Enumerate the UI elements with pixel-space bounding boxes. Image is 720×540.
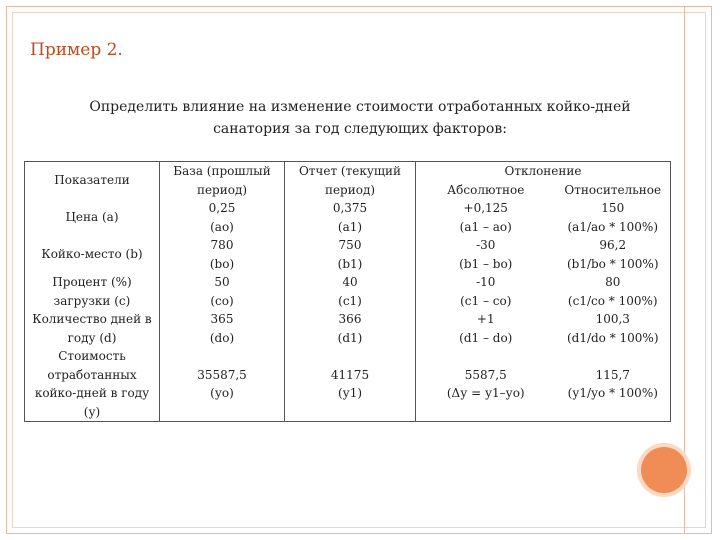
cell-absolute — [416, 236, 556, 273]
cell-formula: (b1/bо * 100%) — [566, 256, 659, 271]
cell-formula: (уо) — [210, 386, 234, 400]
slide-title: Пример 2. — [30, 40, 123, 60]
row-label — [25, 236, 160, 273]
cell-formula: (b1) — [337, 256, 363, 271]
cell-relative — [556, 347, 671, 422]
row-label — [25, 273, 160, 310]
cell-formula: (d1) — [337, 330, 363, 345]
cell-base — [160, 347, 285, 422]
header-base — [160, 162, 285, 200]
cell-formula: (bо) — [209, 256, 235, 271]
cell-absolute — [416, 310, 556, 347]
cell-formula: (ао) — [210, 219, 234, 234]
row-label-line: Количество дней в — [32, 312, 152, 326]
row-label-line: Цена (а) — [65, 210, 119, 225]
cell-value: 0,375 — [332, 201, 368, 215]
cell-formula: (Δу = у1–уо) — [446, 386, 525, 400]
cell-base — [160, 236, 285, 273]
cell-formula: (у1/уо * 100%) — [567, 386, 658, 400]
table-row — [25, 273, 671, 310]
decorative-circle — [641, 447, 687, 493]
cell-absolute — [416, 273, 556, 310]
cell-formula: (d1 – dо) — [459, 330, 513, 345]
cell-value: -10 — [476, 275, 496, 289]
cell-relative — [556, 199, 671, 236]
row-label — [25, 199, 160, 236]
cell-formula: (у1) — [337, 386, 363, 400]
row-label-line: загрузки (с) — [53, 293, 131, 308]
header-absolute: Абсолютное — [416, 181, 556, 200]
cell-value: +1 — [476, 312, 495, 326]
cell-value: 780 — [210, 238, 234, 252]
header-base-line-2: период) — [196, 182, 248, 197]
cell-relative — [556, 236, 671, 273]
task-description — [40, 96, 680, 140]
row-label-line: отработанных — [47, 367, 137, 382]
row-label-line: (у) — [83, 404, 101, 419]
row-label-line: койко-дней в году — [34, 386, 150, 400]
cell-value: 150 — [601, 201, 625, 215]
row-label-line: Процент (%) — [52, 275, 132, 289]
table-row — [25, 199, 671, 236]
cell-formula: (а1 – ао) — [459, 219, 512, 234]
cell-report — [285, 347, 416, 422]
row-label — [25, 310, 160, 347]
cell-value: 750 — [338, 238, 362, 252]
task-description-line-2: санатория за год следующих факторов: — [213, 121, 507, 137]
cell-value: 0,25 — [208, 201, 236, 215]
table-header-row — [25, 162, 671, 181]
header-indicators: Показатели — [25, 162, 160, 200]
cell-formula: (с1 – со) — [460, 293, 512, 308]
cell-report — [285, 273, 416, 310]
cell-formula: (d1/dо * 100%) — [566, 330, 659, 345]
row-label-line: Койко-место (b) — [41, 247, 143, 262]
table-row — [25, 347, 671, 422]
cell-absolute — [416, 347, 556, 422]
cell-report — [285, 236, 416, 273]
cell-formula: (со) — [210, 293, 234, 308]
cell-value: 40 — [342, 275, 358, 289]
cell-base — [160, 199, 285, 236]
cell-value: 50 — [214, 275, 230, 289]
cell-base — [160, 273, 285, 310]
cell-value: 100,3 — [595, 312, 630, 326]
row-label — [25, 347, 160, 422]
cell-report — [285, 310, 416, 347]
cell-formula: (b1 – bо) — [459, 256, 513, 271]
slide-frame-right-band — [684, 6, 714, 534]
row-label-line: Стоимость — [58, 349, 126, 363]
cell-relative — [556, 273, 671, 310]
row-label-line: году (d) — [67, 330, 117, 345]
cell-value: 41175 — [330, 367, 370, 382]
cell-value: 35587,5 — [197, 367, 247, 382]
cell-absolute — [416, 199, 556, 236]
cell-value: 5587,5 — [464, 367, 507, 382]
factors-table — [24, 161, 671, 422]
header-report-line-1: Отчет (текущий — [298, 164, 402, 178]
cell-formula: (с1) — [338, 293, 362, 308]
cell-relative — [556, 310, 671, 347]
cell-value: 80 — [605, 275, 621, 289]
table-row — [25, 310, 671, 347]
cell-report — [285, 199, 416, 236]
header-report — [285, 162, 416, 200]
cell-formula: (а1/ао * 100%) — [567, 219, 658, 234]
cell-value: 96,2 — [599, 238, 627, 252]
cell-formula: (с1/со * 100%) — [567, 293, 658, 308]
cell-value: 365 — [210, 312, 234, 326]
header-base-line-1: База (прошлый — [173, 164, 271, 178]
cell-value: -30 — [476, 238, 496, 252]
table-row — [25, 236, 671, 273]
header-report-line-2: период) — [324, 182, 376, 197]
cell-formula: (а1) — [337, 219, 363, 234]
cell-base — [160, 310, 285, 347]
header-relative: Относительное — [556, 181, 671, 200]
cell-formula: (dо) — [209, 330, 235, 345]
task-description-line-1: Определить влияние на изменение стоимости отработанных койко-дней — [89, 99, 631, 115]
cell-value: 115,7 — [595, 367, 630, 382]
cell-value: 366 — [338, 312, 362, 326]
header-deviation: Отклонение — [416, 162, 671, 181]
cell-value: +0,125 — [463, 201, 508, 215]
